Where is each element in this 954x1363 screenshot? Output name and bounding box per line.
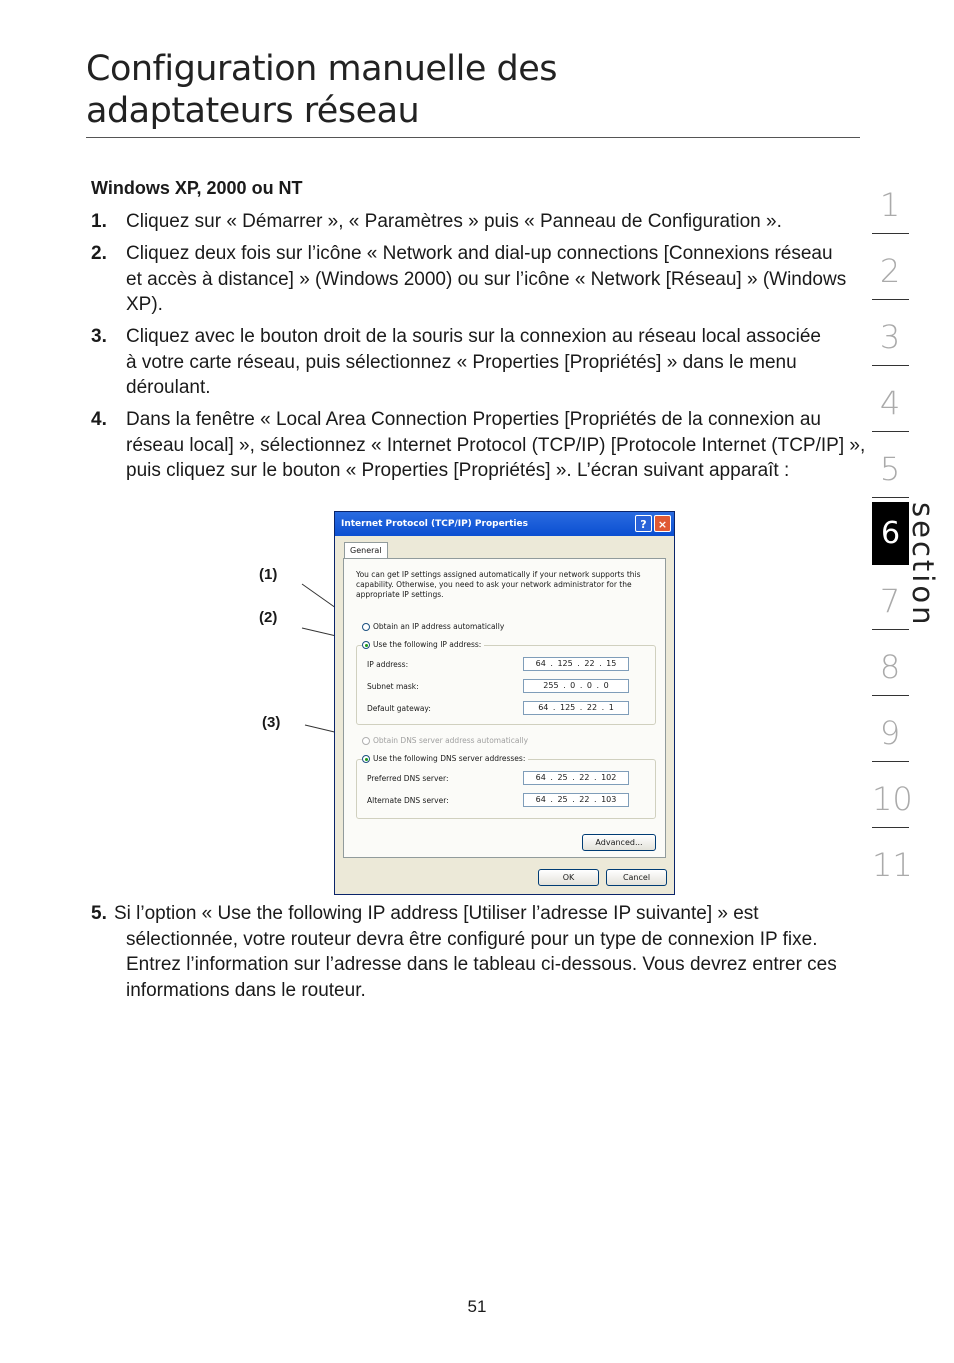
radio-label: Use the following IP address:: [373, 640, 482, 649]
dns1-label: Preferred DNS server:: [367, 774, 449, 783]
ok-button[interactable]: OK: [538, 869, 599, 886]
radio-manual-dns[interactable]: [362, 754, 528, 764]
step-number: 2.: [91, 243, 107, 264]
title-line-2: adaptateurs réseau: [86, 91, 420, 131]
subheading: Windows XP, 2000 ou NT: [91, 178, 303, 198]
nav-section-11[interactable]: 11: [872, 846, 913, 884]
radio-off-icon: [362, 737, 370, 745]
step-number: 4.: [91, 409, 107, 430]
callout-2: (2): [259, 609, 278, 626]
page-number: 51: [467, 1297, 487, 1316]
ip-address-input[interactable]: 64 . 125 . 22 . 15: [523, 657, 629, 671]
step-text: Cliquez avec le bouton droit de la souris sur la connexion au réseau local associée à votre carte réseau, puis sélectionnez « Properties [Propriétés] » dans le menu déroulant.: [126, 326, 821, 398]
alternate-dns-input[interactable]: 64 . 25 . 22 . 103: [523, 793, 629, 807]
radio-auto-dns[interactable]: [362, 736, 528, 746]
nav-section-2[interactable]: 2: [879, 252, 901, 290]
step-text: Cliquez sur « Démarrer », « Paramètres » puis « Panneau de Configuration ».: [126, 211, 782, 232]
step-number: 3.: [91, 326, 107, 347]
nav-divider: [872, 431, 909, 432]
general-panel: [343, 558, 666, 858]
radio-on-icon: [362, 641, 370, 649]
nav-divider: [872, 761, 909, 762]
dns2-label: Alternate DNS server:: [367, 796, 449, 805]
step-text: Si l’option « Use the following IP address [Utiliser l’adresse IP suivante] » est sélectionnée, votre routeur devra être configuré pour un type de connexion IP fixe. Entrez l’information sur l’adresse dans le tableau ci-dessous. Vous devrez entrer ces informations dans le routeur.: [114, 903, 837, 1001]
nav-divider: [872, 365, 909, 366]
radio-auto-ip[interactable]: [362, 622, 504, 632]
advanced-button[interactable]: Advanced...: [582, 834, 656, 851]
nav-divider: [872, 695, 909, 696]
nav-section-5[interactable]: 5: [879, 450, 901, 488]
nav-section-6-active[interactable]: 6: [872, 502, 909, 565]
nav-divider: [872, 827, 909, 828]
help-icon[interactable]: ?: [635, 515, 652, 532]
nav-section-4[interactable]: 4: [879, 384, 901, 422]
nav-divider: [872, 299, 909, 300]
section-label: section: [906, 502, 940, 628]
step-number: 5.: [91, 903, 107, 924]
callout-1: (1): [259, 566, 278, 583]
dns-group: [356, 759, 656, 819]
nav-section-10[interactable]: 10: [872, 780, 913, 818]
nav-section-7[interactable]: 7: [879, 582, 901, 620]
radio-off-icon: [362, 623, 370, 631]
radio-label: Obtain an IP address automatically: [373, 622, 505, 631]
nav-divider: [872, 629, 909, 630]
subnet-mask-input[interactable]: 255 . 0 . 0 . 0: [523, 679, 629, 693]
step-text: Dans la fenêtre « Local Area Connection Properties [Propriétés de la connexion au réseau local] », sélectionnez « Internet Protocol (TCP/IP) [Protocole Internet (TCP/IP] », puis cliquez sur le bouton « Properties [Propriétés] ». L’écran suivant apparaît :: [126, 409, 866, 481]
radio-label: Obtain DNS server address automatically: [373, 736, 529, 745]
intro-text: You can get IP settings assigned automatically if your network supports this capability. Otherwise, you need to ask your network administrator for the appropriate IP settings.: [356, 570, 641, 599]
callout-3: (3): [262, 714, 281, 731]
tcpip-properties-dialog: [334, 511, 675, 895]
ip-label: IP address:: [367, 660, 409, 669]
dialog-title-bar: [335, 512, 674, 536]
step-text: Cliquez deux fois sur l’icône « Network and dial-up connections [Connexions réseau et accès à distance] » (Windows 2000) ou sur l’icône « Network [Réseau] » (Windows XP).: [126, 243, 847, 315]
preferred-dns-input[interactable]: 64 . 25 . 22 . 102: [523, 771, 629, 785]
gateway-label: Default gateway:: [367, 704, 431, 713]
nav-section-1[interactable]: 1: [879, 186, 901, 224]
radio-on-icon: [362, 755, 370, 763]
dialog-title: Internet Protocol (TCP/IP) Properties: [341, 519, 528, 529]
nav-section-8[interactable]: 8: [879, 648, 901, 686]
title-line-1: Configuration manuelle des: [86, 49, 558, 89]
ip-group: [356, 645, 656, 725]
tab-general[interactable]: General: [344, 542, 388, 559]
radio-label: Use the following DNS server addresses:: [373, 754, 526, 763]
nav-divider: [872, 233, 909, 234]
nav-section-9[interactable]: 9: [879, 714, 901, 752]
nav-section-3[interactable]: 3: [879, 318, 901, 356]
close-icon[interactable]: ×: [654, 515, 671, 532]
cancel-button[interactable]: Cancel: [606, 869, 667, 886]
mask-label: Subnet mask:: [367, 682, 419, 691]
default-gateway-input[interactable]: 64 . 125 . 22 . 1: [523, 701, 629, 715]
step-number: 1.: [91, 211, 107, 232]
nav-divider: [872, 497, 909, 498]
radio-manual-ip[interactable]: [362, 640, 484, 650]
